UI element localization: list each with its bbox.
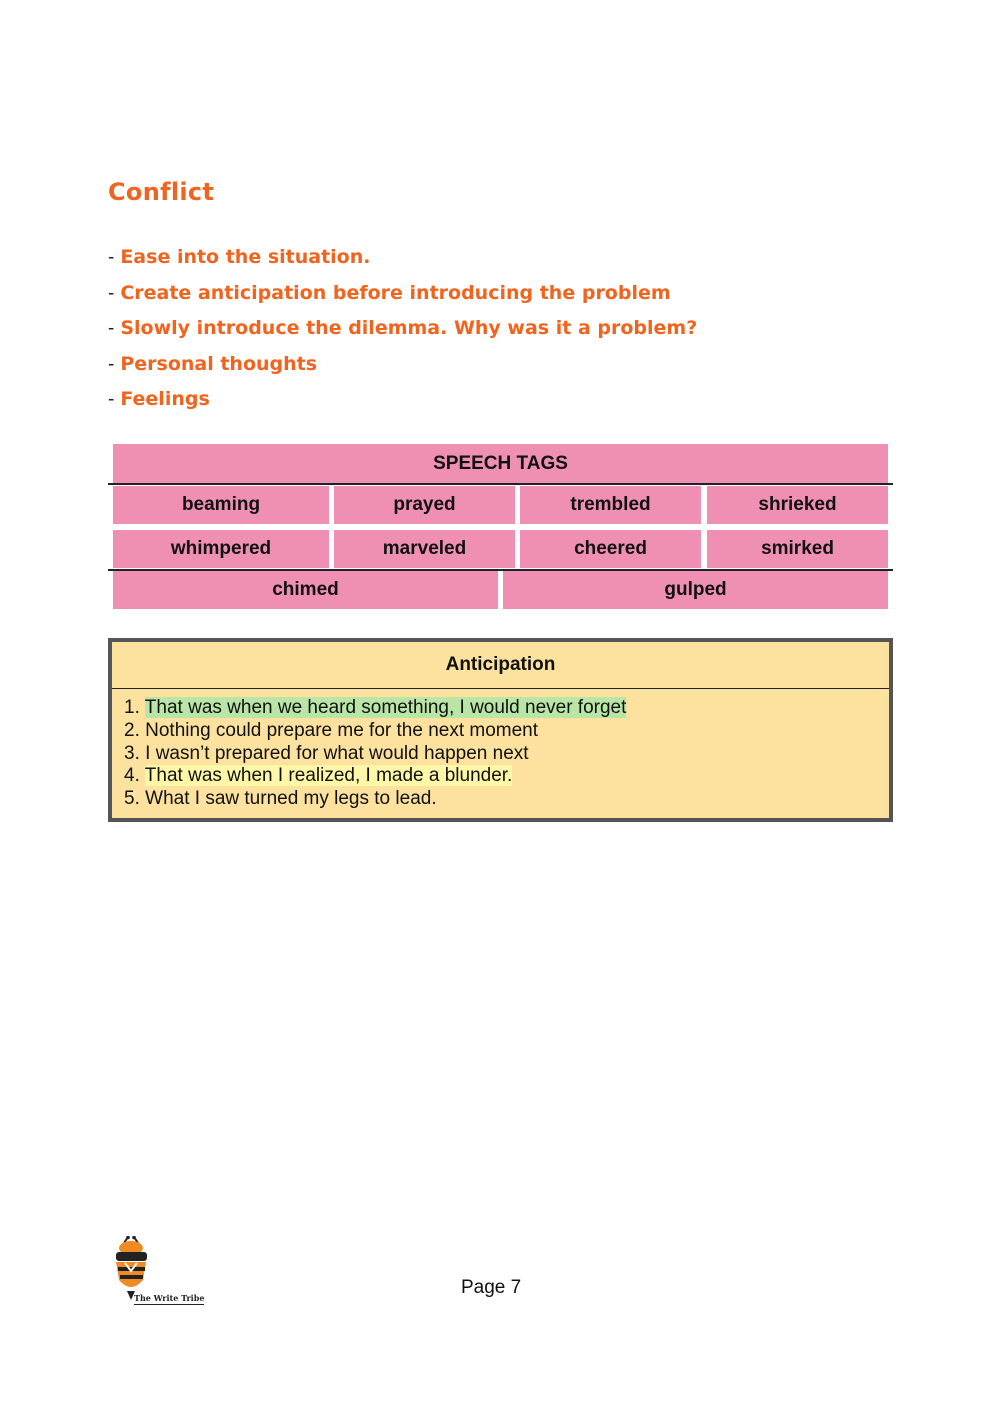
table-cell: whimpered — [113, 530, 329, 568]
list-item — [124, 743, 889, 766]
table-cell: chimed — [113, 571, 498, 609]
logo-wordmark: The Write Tribe — [134, 1293, 205, 1303]
list-item — [124, 788, 889, 811]
item-number: 2. — [124, 719, 140, 741]
list-item: - Ease into the situation. — [108, 246, 371, 268]
anticipation-list — [112, 689, 889, 811]
anticipation-box — [108, 638, 893, 822]
list-item: - Slowly introduce the dilemma. Why was it a problem? — [108, 317, 698, 339]
conflict-bullet-list — [108, 244, 697, 422]
item-text: I wasn’t prepared for what would happen next — [145, 742, 529, 764]
list-item: - Personal thoughts — [108, 352, 318, 375]
table-cell: marveled — [334, 530, 515, 568]
table-cell: trembled — [520, 486, 701, 524]
speech-tags-table — [108, 444, 893, 612]
table-cell: beaming — [113, 486, 329, 524]
bullet-text: Slowly introduce the dilemma. Why was it a problem? — [120, 317, 698, 339]
item-text: That was when I realized, I made a blunder. — [144, 765, 513, 787]
bullet-text: Feelings — [120, 388, 210, 410]
table-cell: cheered — [520, 530, 701, 568]
list-item — [124, 697, 889, 720]
item-number: 5. — [124, 788, 140, 810]
item-text: Nothing could prepare me for the next moment — [145, 719, 539, 741]
speech-tags-title: SPEECH TAGS — [113, 444, 888, 483]
item-number: 1. — [124, 697, 140, 718]
item-number: 4. — [124, 765, 140, 787]
bullet-text: Personal thoughts — [120, 352, 318, 375]
table-cell: smirked — [707, 530, 888, 568]
table-cell: gulped — [503, 571, 888, 609]
list-item: - Feelings — [108, 388, 210, 410]
list-item — [124, 765, 889, 788]
list-item: - Create anticipation before introducing the problem — [108, 281, 671, 304]
item-text: What I saw turned my legs to lead. — [145, 788, 437, 810]
anticipation-title: Anticipation — [112, 642, 889, 689]
table-cell: shrieked — [707, 486, 888, 524]
table-cell: prayed — [334, 486, 515, 524]
item-number: 3. — [124, 742, 140, 764]
item-text: That was when we heard something, I would never forget — [144, 697, 627, 718]
bullet-text: Ease into the situation. — [120, 246, 371, 268]
section-heading: Conflict — [108, 178, 215, 206]
list-item — [124, 720, 889, 743]
page-number: Page 7 — [461, 1277, 522, 1298]
bullet-text: Create anticipation before introducing the problem — [120, 281, 671, 304]
